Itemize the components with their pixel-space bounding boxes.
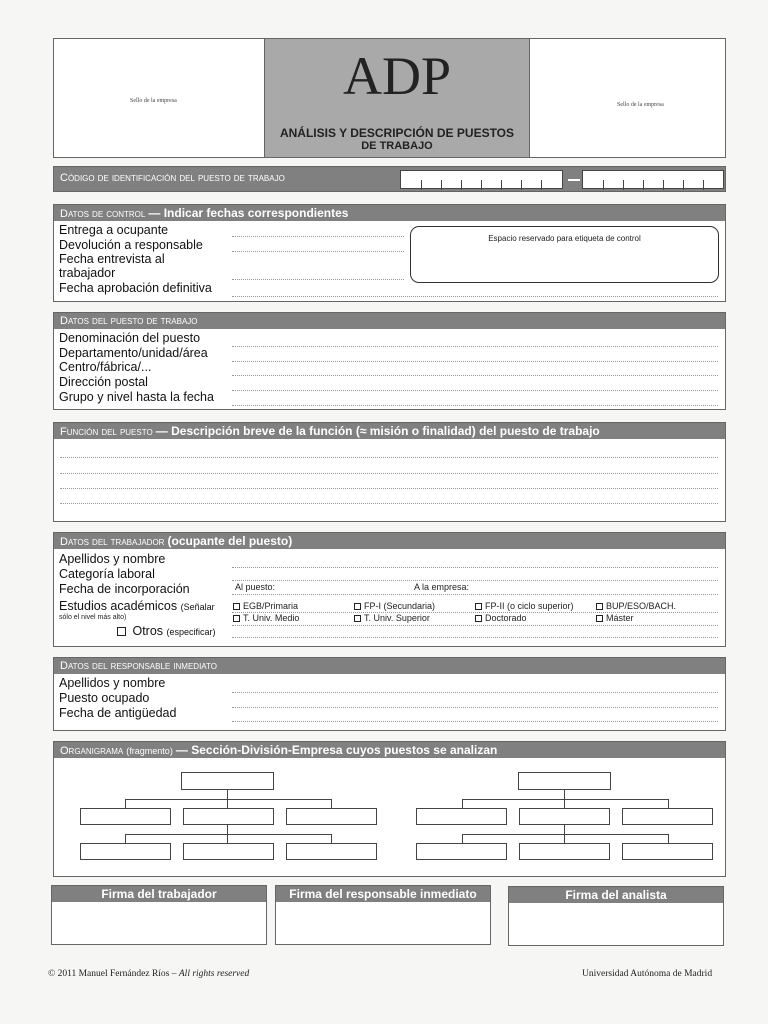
field-label-department: Departamento/unidad/área (59, 346, 208, 360)
worker-section-subtitle: (ocupante del puesto) (167, 534, 293, 548)
field-label-studies (59, 599, 215, 615)
option-fp2[interactable]: FP-II (o ciclo superior) (475, 601, 574, 611)
manager-name-input[interactable] (232, 692, 718, 693)
field-label-seniority: Fecha de antigüedad (59, 706, 177, 720)
org-box-right-5[interactable] (519, 843, 610, 860)
org-connector (462, 799, 463, 808)
org-box-left-4[interactable] (80, 843, 171, 860)
checkbox-icon (233, 603, 240, 610)
code-section (53, 166, 726, 192)
function-line-1[interactable] (60, 457, 718, 458)
org-box-right-3[interactable] (622, 808, 713, 825)
checkbox-icon (596, 615, 603, 622)
field-label-center: Centro/fábrica/... (59, 360, 152, 374)
studies-row-2-line (232, 625, 718, 626)
checkbox-icon (354, 615, 361, 622)
checkbox-icon (117, 627, 126, 636)
option-univ-medio[interactable]: T. Univ. Medio (233, 613, 299, 623)
return-input[interactable] (232, 251, 404, 252)
category-input[interactable] (232, 580, 718, 581)
field-label-interview: Fecha entrevista al (59, 252, 165, 266)
worker-section-title: Datos del trabajador (60, 536, 165, 548)
org-connector (668, 834, 669, 843)
org-connector (462, 834, 463, 843)
department-input[interactable] (232, 361, 718, 362)
center-input[interactable] (232, 375, 718, 376)
org-connector (462, 799, 668, 800)
org-box-right-1[interactable] (416, 808, 507, 825)
control-section-header (54, 205, 725, 221)
checkbox-icon (233, 615, 240, 622)
function-line-2[interactable] (60, 473, 718, 474)
company-seal-right: Sello de la empresa (617, 102, 664, 108)
worker-name-input[interactable] (232, 567, 718, 568)
org-box-left-5[interactable] (183, 843, 274, 860)
org-connector (227, 790, 228, 808)
adp-logo: ADP (342, 46, 452, 106)
rights-text: All rights reserved (178, 969, 250, 979)
others-label: Otros (132, 624, 164, 638)
form-title (265, 127, 529, 153)
org-chart-title-small: (fragmento) (126, 746, 173, 756)
field-label-incorporation: Fecha de incorporación (59, 582, 190, 596)
org-connector (331, 834, 332, 843)
option-doctorado[interactable]: Doctorado (475, 613, 527, 623)
field-label-position-name: Denominación del puesto (59, 331, 201, 345)
at-company-label: A la empresa: (414, 582, 470, 592)
code-section-title: Código de identificación del puesto de trabajo (60, 172, 285, 184)
option-bup[interactable]: BUP/ESO/BACH. (596, 601, 676, 611)
signature-manager[interactable] (275, 885, 491, 945)
org-box-left-2[interactable] (183, 808, 274, 825)
org-connector (125, 799, 126, 808)
field-label-interview-worker: trabajador (59, 266, 116, 280)
checkbox-icon (596, 603, 603, 610)
signature-worker[interactable] (51, 885, 267, 945)
control-label-box (410, 226, 719, 283)
control-label-box-text: Espacio reservado para etiqueta de control (488, 234, 641, 243)
form-title-line1: ANÁLISIS Y DESCRIPCIÓN DE PUESTOS (279, 126, 515, 140)
function-line-3[interactable] (60, 488, 718, 489)
worker-section (53, 532, 726, 647)
org-box-left-root[interactable] (181, 772, 274, 790)
position-section (53, 312, 726, 410)
function-section-header (54, 423, 725, 439)
org-box-right-2[interactable] (519, 808, 610, 825)
form-title-line2: DE TRABAJO (361, 140, 433, 152)
field-label-address: Dirección postal (59, 375, 148, 389)
position-section-title: Datos del puesto de trabajo (60, 315, 198, 327)
checkbox-icon (475, 603, 482, 610)
org-box-left-6[interactable] (286, 843, 377, 860)
manager-position-input[interactable] (232, 707, 718, 708)
option-others[interactable] (117, 624, 216, 640)
position-name-input[interactable] (232, 346, 718, 347)
position-section-header (54, 313, 725, 329)
org-chart-section (53, 741, 726, 877)
control-section-subtitle: — Indicar fechas correspondientes (148, 206, 349, 220)
org-connector (227, 834, 228, 843)
org-box-left-1[interactable] (80, 808, 171, 825)
field-label-manager-position: Puesto ocupado (59, 691, 150, 705)
studies-label: Estudios académicos (59, 599, 178, 613)
approval-input[interactable] (232, 296, 718, 297)
manager-section (53, 657, 726, 731)
org-chart-title: Organigrama (60, 745, 124, 757)
university-name: Universidad Autónoma de Madrid (582, 969, 713, 979)
delivery-input[interactable] (232, 236, 404, 237)
field-label-group-level: Grupo y nivel hasta la fecha (59, 390, 214, 404)
function-line-4[interactable] (60, 503, 718, 504)
org-connector (125, 799, 331, 800)
company-seal-left: Sello de la empresa (130, 98, 177, 104)
field-label-delivery: Entrega a ocupante (59, 223, 169, 237)
code-field-2[interactable] (582, 170, 724, 189)
incorporation-input[interactable] (232, 594, 718, 595)
manager-section-title: Datos del responsable inmediato (60, 660, 218, 672)
org-box-right-6[interactable] (622, 843, 713, 860)
org-box-right-4[interactable] (416, 843, 507, 860)
studies-note-line2: sólo el nivel más alto) (59, 614, 127, 621)
address-input[interactable] (232, 390, 718, 391)
org-box-right-root[interactable] (518, 772, 611, 790)
org-box-left-3[interactable] (286, 808, 377, 825)
function-section (53, 422, 726, 522)
control-section-title: Datos de control (60, 208, 146, 220)
function-section-title: Función del puesto (60, 426, 153, 438)
signature-analyst[interactable] (508, 886, 724, 946)
field-label-worker-name: Apellidos y nombre (59, 552, 166, 566)
field-label-category: Categoría laboral (59, 567, 155, 581)
manager-section-header (54, 658, 725, 674)
code-dash (568, 179, 580, 181)
org-connector (331, 799, 332, 808)
field-label-manager-name: Apellidos y nombre (59, 676, 166, 690)
org-connector (462, 834, 668, 835)
org-chart-subtitle: — Sección-División-Empresa cuyos puestos se analizan (175, 743, 498, 757)
field-label-approval: Fecha aprobación definitiva (59, 281, 212, 295)
seniority-input[interactable] (232, 721, 718, 722)
copyright-notice (48, 969, 249, 979)
interview-input[interactable] (232, 279, 404, 280)
field-label-return: Devolución a responsable (59, 238, 203, 252)
studies-note: (Señalar (180, 602, 215, 612)
code-field-1[interactable] (400, 170, 563, 189)
org-connector (125, 834, 126, 843)
form-header (53, 38, 726, 158)
function-section-subtitle: — Descripción breve de la función (≈ misión o finalidad) del puesto de trabajo (155, 424, 600, 438)
others-note: (especificar) (166, 627, 216, 637)
option-egb[interactable]: EGB/Primaria (233, 601, 298, 611)
option-univ-superior[interactable]: T. Univ. Superior (354, 613, 430, 623)
checkbox-icon (354, 603, 361, 610)
group-level-input[interactable] (232, 405, 718, 406)
signature-worker-title: Firma del trabajador (52, 886, 266, 902)
signature-manager-title: Firma del responsable inmediato (276, 886, 490, 902)
signature-analyst-title: Firma del analista (509, 887, 723, 903)
option-fp1[interactable]: FP-I (Secundaria) (354, 601, 435, 611)
at-position-label: Al puesto: (235, 582, 276, 592)
org-connector (125, 834, 331, 835)
org-chart-header (54, 742, 725, 758)
control-section (53, 204, 726, 302)
option-master[interactable]: Máster (596, 613, 634, 623)
checkbox-icon (475, 615, 482, 622)
org-connector (668, 799, 669, 808)
worker-section-header (54, 533, 725, 549)
logo-panel (264, 39, 530, 157)
copyright-text: © 2011 Manuel Fernández Ríos – (48, 969, 177, 979)
others-input[interactable] (232, 637, 718, 638)
